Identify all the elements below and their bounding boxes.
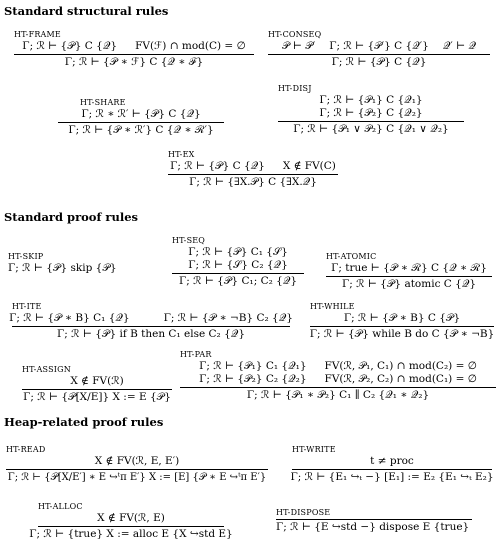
- premise: 𝒫 ⊢ 𝒫′: [282, 40, 316, 52]
- inference-bar: [6, 469, 268, 470]
- rule-ht-conseq: [268, 30, 490, 69]
- rule-name: HT-DISPOSE: [276, 508, 331, 517]
- section-heap-heading: Heap-related proof rules: [4, 415, 164, 429]
- premise: Γ; ℛ ⊢ {𝒫 ∗ B} C₁ {𝒬}: [9, 312, 130, 324]
- inference-bar: [268, 54, 490, 55]
- conclusion: Γ; ℛ ⊢ {𝒫} C₁; C₂ {𝒬}: [178, 275, 298, 287]
- rule-name: HT-ATOMIC: [326, 252, 377, 261]
- premise: Γ; ℛ ⊢ {𝒫 ∗ ¬B} C₂ {𝒬}: [163, 312, 293, 324]
- rule-name: HT-ITE: [12, 302, 42, 311]
- rule-ht-assign: [22, 365, 172, 404]
- conclusion: Γ; ℛ ⊢ {𝒫₁ ∨ 𝒫₂} C {𝒬₁ ∨ 𝒬₂}: [293, 123, 449, 135]
- premise: X ∉ FV(C): [282, 160, 336, 172]
- rule-ht-disj: [278, 84, 464, 136]
- conclusion: Γ; ℛ ⊢ {𝒫[X/E′] ∗ E ↪ᵗπ E′} X := [E] {𝒫 ∗ E ↪ᵗπ E′}: [7, 472, 267, 483]
- inference-bar: [180, 387, 496, 388]
- rule-name: HT-CONSEQ: [268, 30, 322, 39]
- rule-ht-atomic: [326, 252, 492, 291]
- rule-ht-read: [6, 445, 268, 484]
- rule-ht-skip: [8, 252, 140, 275]
- inference-bar: [310, 326, 494, 327]
- rule-ht-ite: [9, 302, 293, 341]
- section-proof-heading: Standard proof rules: [4, 210, 138, 224]
- premise: t ≠ proc: [370, 455, 414, 467]
- premise: Γ; ℛ ⊢ {𝒫₁} C₁ {𝒬₁}: [199, 360, 307, 372]
- premise: Γ; ℛ ⊢ {𝒮} C₂ {𝒬}: [188, 259, 288, 271]
- rule-name: HT-SHARE: [80, 98, 126, 107]
- conclusion: Γ; ℛ ⊢ {true} X := alloc E {X ↪std E}: [29, 528, 233, 540]
- rule-name: HT-WRITE: [292, 445, 336, 454]
- premise: Γ; ℛ ⊢ {𝒫′} C {𝒬′}: [329, 40, 429, 52]
- rule-ht-while: [309, 302, 495, 341]
- premise: X ∉ FV(ℛ): [70, 375, 124, 387]
- rule-name: HT-ASSIGN: [22, 365, 71, 374]
- inference-bar: [22, 389, 172, 390]
- premise: Γ; ℛ ∗ ℛ′ ⊢ {𝒫} C {𝒬}: [81, 108, 201, 120]
- inference-bar: [38, 526, 224, 527]
- rule-name: HT-READ: [6, 445, 46, 454]
- rule-ht-ex: [168, 150, 338, 189]
- premise: X ∉ FV(ℛ, E, E′): [94, 455, 180, 467]
- rule-ht-dispose: [276, 508, 472, 534]
- section-structural-heading: Standard structural rules: [4, 4, 169, 18]
- conclusion: Γ; ℛ ⊢ {𝒫 ∗ ℱ} C {𝒬 ∗ ℱ}: [64, 56, 204, 68]
- rule-ht-alloc: [29, 502, 233, 541]
- conclusion: Γ; ℛ ⊢ {𝒫[X/E]} X := E {𝒫}: [23, 391, 171, 403]
- conclusion: Γ; ℛ ⊢ {𝒫} while B do C {𝒫 ∗ ¬B}: [309, 328, 495, 340]
- conclusion: Γ; ℛ ⊢ {𝒫 ∗ ℛ′} C {𝒬 ∗ ℛ′}: [68, 124, 214, 136]
- conclusion: Γ; ℛ ⊢ {E ↪std −} dispose E {true}: [276, 521, 470, 533]
- inference-bar: [292, 469, 492, 470]
- conclusion: Γ; ℛ ⊢ {𝒫₁ ∗ 𝒫₂} C₁ ∥ C₂ {𝒬₁ ∗ 𝒬₂}: [246, 389, 430, 401]
- inference-bar: [172, 273, 304, 274]
- premise: FV(ℛ, 𝒫₂, C₂) ∩ mod(C₁) = ∅: [324, 373, 477, 385]
- premise: Γ; ℛ ⊢ {𝒫₂} C {𝒬₂}: [319, 107, 423, 119]
- conclusion: Γ; ℛ ⊢ {𝒫} atomic C {𝒬}: [341, 278, 477, 290]
- rule-name: HT-DISJ: [278, 84, 312, 93]
- inference-bar: [12, 326, 290, 327]
- rule-name: HT-ALLOC: [38, 502, 83, 511]
- inference-bar: [276, 519, 472, 520]
- inference-bar: [278, 121, 464, 122]
- rule-ht-seq: [172, 236, 304, 288]
- conclusion: Γ; ℛ ⊢ {E₁ ↪ₜ −} [E₁] := E₂ {E₁ ↪ₜ E₂}: [290, 471, 494, 483]
- inference-bar: [58, 122, 224, 123]
- premise: Γ; true ⊢ {𝒫 ∗ ℛ} C {𝒬 ∗ ℛ}: [331, 262, 487, 274]
- inference-bar: [326, 276, 492, 277]
- rule-ht-write: [290, 445, 494, 484]
- premise: Γ; ℛ ⊢ {𝒫} C₁ {𝒮}: [188, 246, 288, 258]
- rule-name: HT-PAR: [180, 350, 212, 359]
- rule-ht-par: [180, 350, 496, 402]
- premise: X ∉ FV(ℛ, E): [97, 512, 165, 524]
- premise: Γ; ℛ ⊢ {𝒫₁} C {𝒬₁}: [319, 94, 423, 106]
- conclusion: Γ; ℛ ⊢ {𝒫} C {𝒬}: [331, 56, 427, 68]
- premise: Γ; ℛ ⊢ {𝒫₂} C₂ {𝒬₂}: [199, 373, 307, 385]
- premise: Γ; ℛ ⊢ {𝒫 ∗ B} C {𝒫}: [343, 312, 461, 324]
- rule-name: HT-SEQ: [172, 236, 206, 245]
- rule-ht-frame: [14, 30, 254, 69]
- inference-bar: [168, 174, 338, 175]
- conclusion: Γ; ℛ ⊢ {𝒫} skip {𝒫}: [8, 262, 117, 274]
- premise: Γ; ℛ ⊢ {𝒫} C {𝒬}: [170, 160, 265, 172]
- rule-name: HT-WHILE: [310, 302, 355, 311]
- conclusion: Γ; ℛ ⊢ {∃X.𝒫} C {∃X.𝒬}: [189, 176, 317, 188]
- rule-name: HT-FRAME: [14, 30, 61, 39]
- rule-ht-share: [58, 98, 224, 137]
- rule-name: HT-EX: [168, 150, 195, 159]
- conclusion: Γ; ℛ ⊢ {𝒫} if B then C₁ else C₂ {𝒬}: [56, 328, 246, 340]
- premise: FV(ℛ, 𝒫₁, C₁) ∩ mod(C₂) = ∅: [324, 360, 477, 372]
- premise: Γ; ℛ ⊢ {𝒫} C {𝒬}: [22, 40, 118, 52]
- premise: FV(ℱ) ∩ mod(C) = ∅: [135, 40, 246, 52]
- premise: 𝒬′ ⊢ 𝒬: [442, 40, 476, 52]
- rule-name: HT-SKIP: [8, 252, 44, 261]
- inference-bar: [14, 54, 254, 55]
